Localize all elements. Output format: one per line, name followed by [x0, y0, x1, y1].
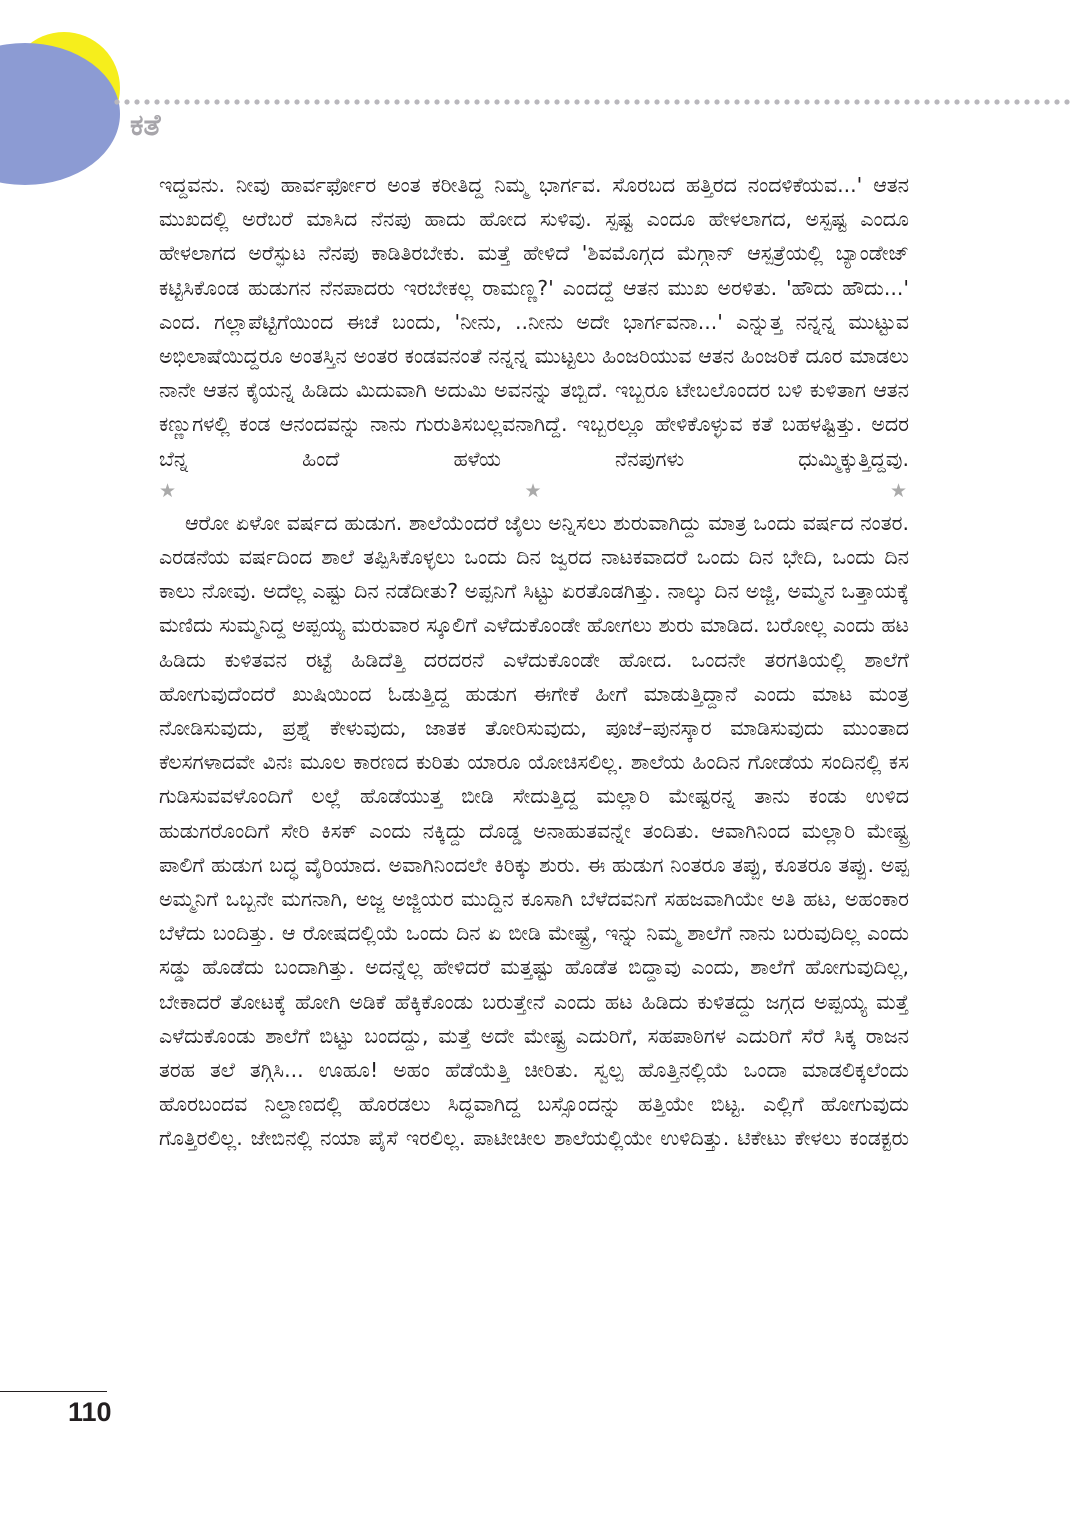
section-label: ಕತೆ: [130, 108, 161, 143]
dotted-header-rule: [112, 98, 1070, 106]
page-number: 110: [68, 1397, 112, 1427]
story-body: [159, 168, 909, 1156]
footer-rule: [0, 1391, 107, 1392]
paragraph-1: ಇದ್ದವನು. ನೀವು ಹಾರ್ವರ್ಫೋರ ಅಂತ ಕರೀತಿದ್ದ ನಿಮ್ಮ ಭಾರ್ಗವ. ಸೊರಬದ ಹತ್ತಿರದ ನಂದಳಿಕೆಯವ...' ಆತನ ಮುಖದಲ್ಲಿ ಅರೆಬರೆ ಮಾಸಿದ ನೆನಪು ಹಾದು ಹೋದ ಸುಳಿವು. ಸ್ಪಷ್ಟ ಎಂದೂ ಹೇಳಲಾಗದ, ಅಸ್ಪಷ್ಟ ಎಂದೂ ಹೇಳಲಾಗದ ಅರೆಸ್ಫುಟ ನೆನಪು ಕಾಡಿತಿರಬೇಕು. ಮತ್ತೆ ಹೇಳಿದೆ 'ಶಿವಮೊಗ್ಗದ ಮೆಗ್ಗಾನ್ ಆಸ್ಪತ್ರೆಯಲ್ಲಿ ಬ್ಯಾಂಡೇಜ್ ಕಟ್ಟಿಸಿಕೊಂಡ ಹುಡುಗನ ನೆನಪಾದರು ಇರಬೇಕಲ್ಲ ರಾಮಣ್ಣ?' ಎಂದದ್ದೆ ಆತನ ಮುಖ ಅರಳಿತು. 'ಹೌದು ಹೌದು...' ಎಂದ. ಗಲ್ಲಾಪೆಟ್ಟಿಗೆಯಿಂದ ಈಚೆ ಬಂದು, 'ನೀನು, ..ನೀನು ಅದೇ ಭಾರ್ಗವನಾ...' ಎನ್ನುತ್ತ ನನ್ನನ್ನ ಮುಟ್ಟುವ ಅಭಿಲಾಷೆಯಿದ್ದರೂ ಅಂತಸ್ತಿನ ಅಂತರ ಕಂಡವನಂತೆ ನನ್ನನ್ನ ಮುಟ್ಟಲು ಹಿಂಜರಿಯುವ ಆತನ ಹಿಂಜರಿಕೆ ದೂರ ಮಾಡಲು ನಾನೇ ಆತನ ಕೈಯನ್ನ ಹಿಡಿದು ಮಿದುವಾಗಿ ಅದುಮಿ ಅವನನ್ನು ತಬ್ಬಿದೆ. ಇಬ್ಬರೂ ಟೇಬಲೊಂದರ ಬಳಿ ಕುಳಿತಾಗ ಆತನ ಕಣ್ಣುಗಳಲ್ಲಿ ಕಂಡ ಆನಂದವನ್ನು ನಾನು ಗುರುತಿಸಬಲ್ಲವನಾಗಿದ್ದೆ. ಇಬ್ಬರಲ್ಲೂ ಹೇಳಿಕೊಳ್ಳುವ ಕತೆ ಬಹಳಷ್ಟಿತ್ತು. ಅದರ ಬೆನ್ನ ಹಿಂದೆ ಹಳೆಯ ನೆನಪುಗಳು ಧುಮ್ಮಿಕ್ಕುತ್ತಿದ್ದವು.: [159, 173, 909, 471]
section-separator: ★★★: [159, 479, 909, 502]
paragraph-2: ಆರೋ ಏಳೋ ವರ್ಷದ ಹುಡುಗ. ಶಾಲೆಯೆಂದರೆ ಜೈಲು ಅನ್ನಿಸಲು ಶುರುವಾಗಿದ್ದು ಮಾತ್ರ ಒಂದು ವರ್ಷದ ನಂತರ. ಎರಡನೆಯ ವರ್ಷದಿಂದ ಶಾಲೆ ತಪ್ಪಿಸಿಕೊಳ್ಳಲು ಒಂದು ದಿನ ಜ್ವರದ ನಾಟಕವಾದರೆ ಒಂದು ದಿನ ಭೇದಿ, ಒಂದು ದಿನ ಕಾಲು ನೋವು. ಅದೆಲ್ಲ ಎಷ್ಟು ದಿನ ನಡೆದೀತು? ಅಪ್ಪನಿಗೆ ಸಿಟ್ಟು ಏರತೊಡಗಿತ್ತು. ನಾಲ್ಕು ದಿನ ಅಜ್ಜಿ, ಅಮ್ಮನ ಒತ್ತಾಯಕ್ಕೆ ಮಣಿದು ಸುಮ್ಮನಿದ್ದ ಅಪ್ಪಯ್ಯ ಮರುವಾರ ಸ್ಕೂಲಿಗೆ ಎಳೆದುಕೊಂಡೇ ಹೋಗಲು ಶುರು ಮಾಡಿದ. ಬರೋಲ್ಲ ಎಂದು ಹಟ ಹಿಡಿದು ಕುಳಿತವನ ರಟ್ಟೆ ಹಿಡಿದೆತ್ತಿ ದರದರನೆ ಎಳೆದುಕೊಂಡೇ ಹೋದ. ಒಂದನೇ ತರಗತಿಯಲ್ಲಿ ಶಾಲೆಗೆ ಹೋಗುವುದೆಂದರೆ ಖುಷಿಯಿಂದ ಓಡುತ್ತಿದ್ದ ಹುಡುಗ ಈಗೇಕೆ ಹೀಗೆ ಮಾಡುತ್ತಿದ್ದಾನೆ ಎಂದು ಮಾಟ ಮಂತ್ರ ನೋಡಿಸುವುದು, ಪ್ರಶ್ನೆ ಕೇಳುವುದು, ಜಾತಕ ತೋರಿಸುವುದು, ಪೂಜೆ–ಪುನಸ್ಕಾರ ಮಾಡಿಸುವುದು ಮುಂತಾದ ಕೆಲಸಗಳಾದವೇ ವಿನಃ ಮೂಲ ಕಾರಣದ ಕುರಿತು ಯಾರೂ ಯೋಚಿಸಲಿಲ್ಲ. ಶಾಲೆಯ ಹಿಂದಿನ ಗೋಡೆಯ ಸಂದಿನಲ್ಲಿ ಕಸ ಗುಡಿಸುವವಳೊಂದಿಗೆ ಲಲ್ಲೆ ಹೊಡೆಯುತ್ತ ಬೀಡಿ ಸೇದುತ್ತಿದ್ದ ಮಲ್ಲಾರಿ ಮೇಷ್ಟರನ್ನ ತಾನು ಕಂಡು ಉಳಿದ ಹುಡುಗರೊಂದಿಗೆ ಸೇರಿ ಕಿಸಕ್ ಎಂದು ನಕ್ಕಿದ್ದು ದೊಡ್ಡ ಅನಾಹುತವನ್ನೇ ತಂದಿತು. ಆವಾಗಿನಿಂದ ಮಲ್ಲಾರಿ ಮೇಷ್ಟ್ರ ಪಾಲಿಗೆ ಹುಡುಗ ಬದ್ಧ ವೈರಿಯಾದ. ಅವಾಗಿನಿಂದಲೇ ಕಿರಿಕ್ಕು ಶುರು. ಈ ಹುಡುಗ ನಿಂತರೂ ತಪ್ಪು, ಕೂತರೂ ತಪ್ಪು. ಅಪ್ಪ ಅಮ್ಮನಿಗೆ ಒಬ್ಬನೇ ಮಗನಾಗಿ, ಅಜ್ಜ ಅಜ್ಜಿಯರ ಮುದ್ದಿನ ಕೂಸಾಗಿ ಬೆಳೆದವನಿಗೆ ಸಹಜವಾಗಿಯೇ ಅತಿ ಹಟ, ಅಹಂಕಾರ ಬೆಳೆದು ಬಂದಿತ್ತು. ಆ ರೋಷದಲ್ಲಿಯೆ ಒಂದು ದಿನ ಏ ಬೀಡಿ ಮೇಷ್ಟ್ರೆ, ಇನ್ನು ನಿಮ್ಮ ಶಾಲೆಗೆ ನಾನು ಬರುವುದಿಲ್ಲ ಎಂದು ಸಡ್ಡು ಹೊಡೆದು ಬಂದಾಗಿತ್ತು. ಅದನ್ನೆಲ್ಲ ಹೇಳಿದರೆ ಮತ್ತಷ್ಟು ಹೊಡೆತ ಬಿದ್ದಾವು ಎಂದು, ಶಾಲೆಗೆ ಹೋಗುವುದಿಲ್ಲ, ಬೇಕಾದರೆ ತೋಟಕ್ಕೆ ಹೋಗಿ ಅಡಿಕೆ ಹೆಕ್ಕಿಕೊಂಡು ಬರುತ್ತೇನೆ ಎಂದು ಹಟ ಹಿಡಿದು ಕುಳಿತದ್ದು ಜಗ್ಗದ ಅಪ್ಪಯ್ಯ ಮತ್ತೆ ಎಳೆದುಕೊಂಡು ಶಾಲೆಗೆ ಬಿಟ್ಟು ಬಂದದ್ದು, ಮತ್ತೆ ಅದೇ ಮೇಷ್ಟ್ರ ಎದುರಿಗೆ, ಸಹಪಾಠಿಗಳ ಎದುರಿಗೆ ಸೆರೆ ಸಿಕ್ಕ ರಾಜನ ತರಹ ತಲೆ ತಗ್ಗಿಸಿ... ಊಹೂ! ಅಹಂ ಹೆಡೆಯೆತ್ತಿ ಚೀರಿತು. ಸ್ವಲ್ಪ ಹೊತ್ತಿನಲ್ಲಿಯೆ ಒಂದಾ ಮಾಡಲಿಕ್ಕಲೆಂದು ಹೊರಬಂದವ ನಿಲ್ದಾಣದಲ್ಲಿ ಹೊರಡಲು ಸಿದ್ಧವಾಗಿದ್ದ ಬಸ್ಸೊಂದನ್ನು ಹತ್ತಿಯೇ ಬಿಟ್ಟ. ಎಲ್ಲಿಗೆ ಹೋಗುವುದು ಗೊತ್ತಿರಲಿಲ್ಲ. ಜೇಬಿನಲ್ಲಿ ನಯಾ ಪೈಸೆ ಇರಲಿಲ್ಲ. ಪಾಟೀಚೀಲ ಶಾಲೆಯಲ್ಲಿಯೇ ಉಳಿದಿತ್ತು. ಟಿಕೇಟು ಕೇಳಲು ಕಂಡಕ್ಟರು: [159, 510, 909, 1151]
